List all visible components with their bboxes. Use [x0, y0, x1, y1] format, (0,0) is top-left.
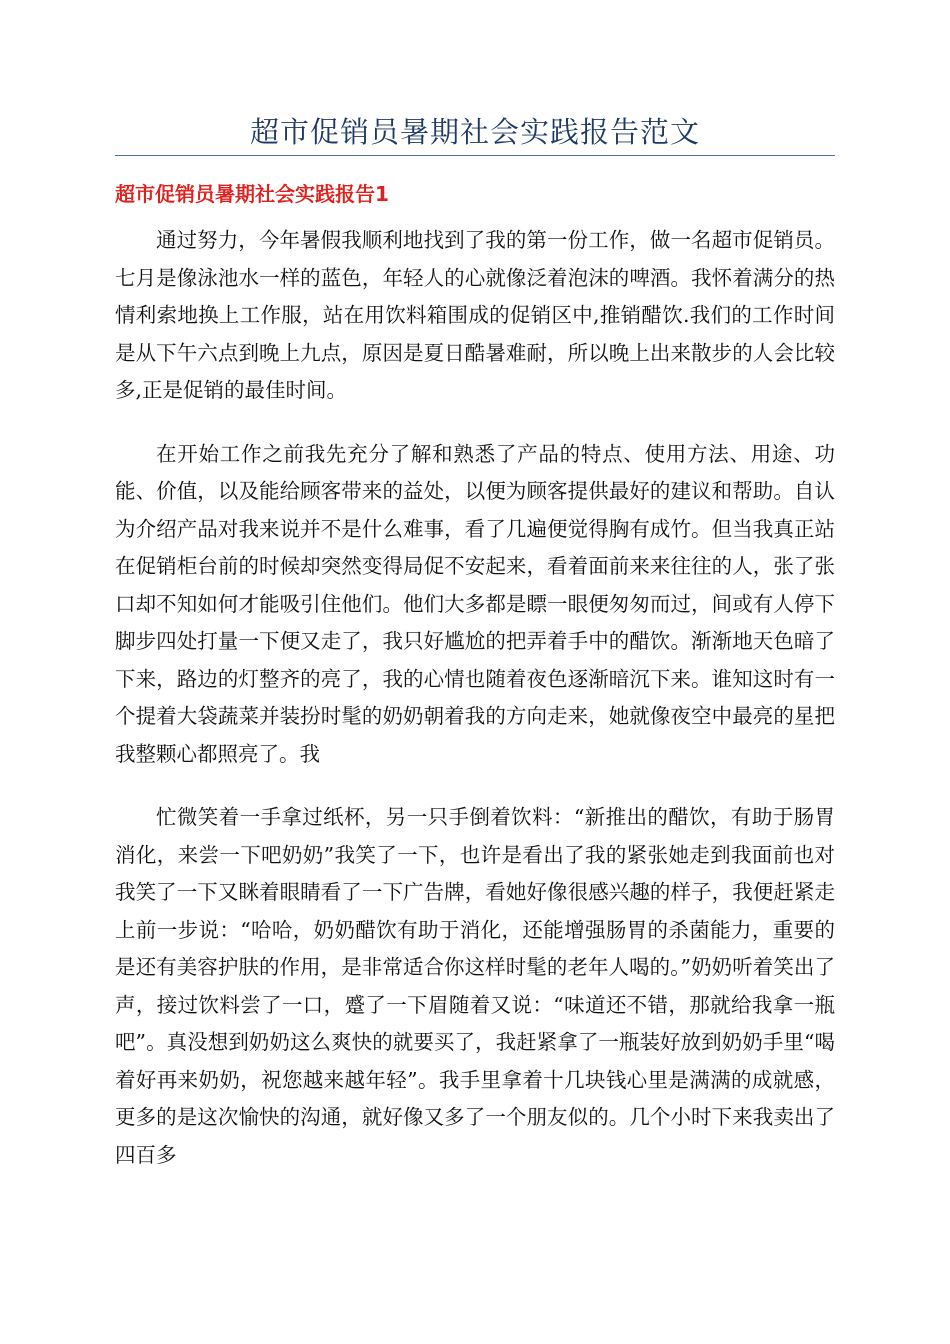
body-paragraph-2: 在开始工作之前我先充分了解和熟悉了产品的特点、使用方法、用途、功能、价值，以及能给顾客带来的益处，以便为顾客提供最好的建议和帮助。自认为介绍产品对我来说并不是什么难事，看了几遍便觉得胸有成竹。但当我真正站在促销柜台前的时候却突然变得局促不安起来，看着面前来来往往的人，张了张口却不知如何才能吸引住他们。他们大多都是瞟一眼便匆匆而过，间或有人停下脚步四处打量一下便又走了，我只好尴尬的把弄着手中的醋饮。渐渐地天色暗了下来，路边的灯整齐的亮了，我的心情也随着夜色逐渐暗沉下来。谁知这时有一个提着大袋蔬菜并装扮时髦的奶奶朝着我的方向走来，她就像夜空中最亮的星把我整颗心都照亮了。我: [115, 441, 835, 766]
title-underline-divider: [115, 155, 835, 156]
document-body: [115, 222, 835, 1200]
section-heading: 超市促销员暑期社会实践报告1: [115, 182, 389, 206]
body-paragraph-3: 忙微笑着一手拿过纸杯，另一只手倒着饮料：“新推出的醋饮，有助于肠胃消化，来尝一下吧奶奶”我笑了一下，也许是看出了我的紧张她走到我面前也对我笑了一下又眯着眼睛看了一下广告牌，看她好像很感兴趣的样子，我便赶紧走上前一步说：“哈哈，奶奶醋饮有助于消化，还能增强肠胃的杀菌能力，重要的是还有美容护肤的作用，是非常适合你这样时髦的老年人喝的。”奶奶听着笑出了声，接过饮料尝了一口，蹙了一下眉随着又说：“味道还不错，那就给我拿一瓶吧”。真没想到奶奶这么爽快的就要买了，我赶紧拿了一瓶装好放到奶奶手里“喝着好再来奶奶，祝您越来越年轻”。我手里拿着十几块钱心里是满满的成就感，更多的是这次愉快的沟通，就好像又多了一个朋友似的。几个小时下来我卖出了四百多: [115, 805, 835, 1167]
document-title: 超市促销员暑期社会实践报告范文: [249, 115, 700, 149]
body-paragraph-1: 通过努力，今年暑假我顺利地找到了我的第一份工作，做一名超市促销员。七月是像泳池水一样的蓝色，年轻人的心就像泛着泡沫的啤酒。我怀着满分的热情利索地换上工作服，站在用饮料箱围成的促销区中,推销醋饮.我们的工作时间是从下午六点到晚上九点，原因是夏日酷暑难耐，所以晚上出来散步的人会比较多,正是促销的最佳时间。: [115, 228, 835, 402]
